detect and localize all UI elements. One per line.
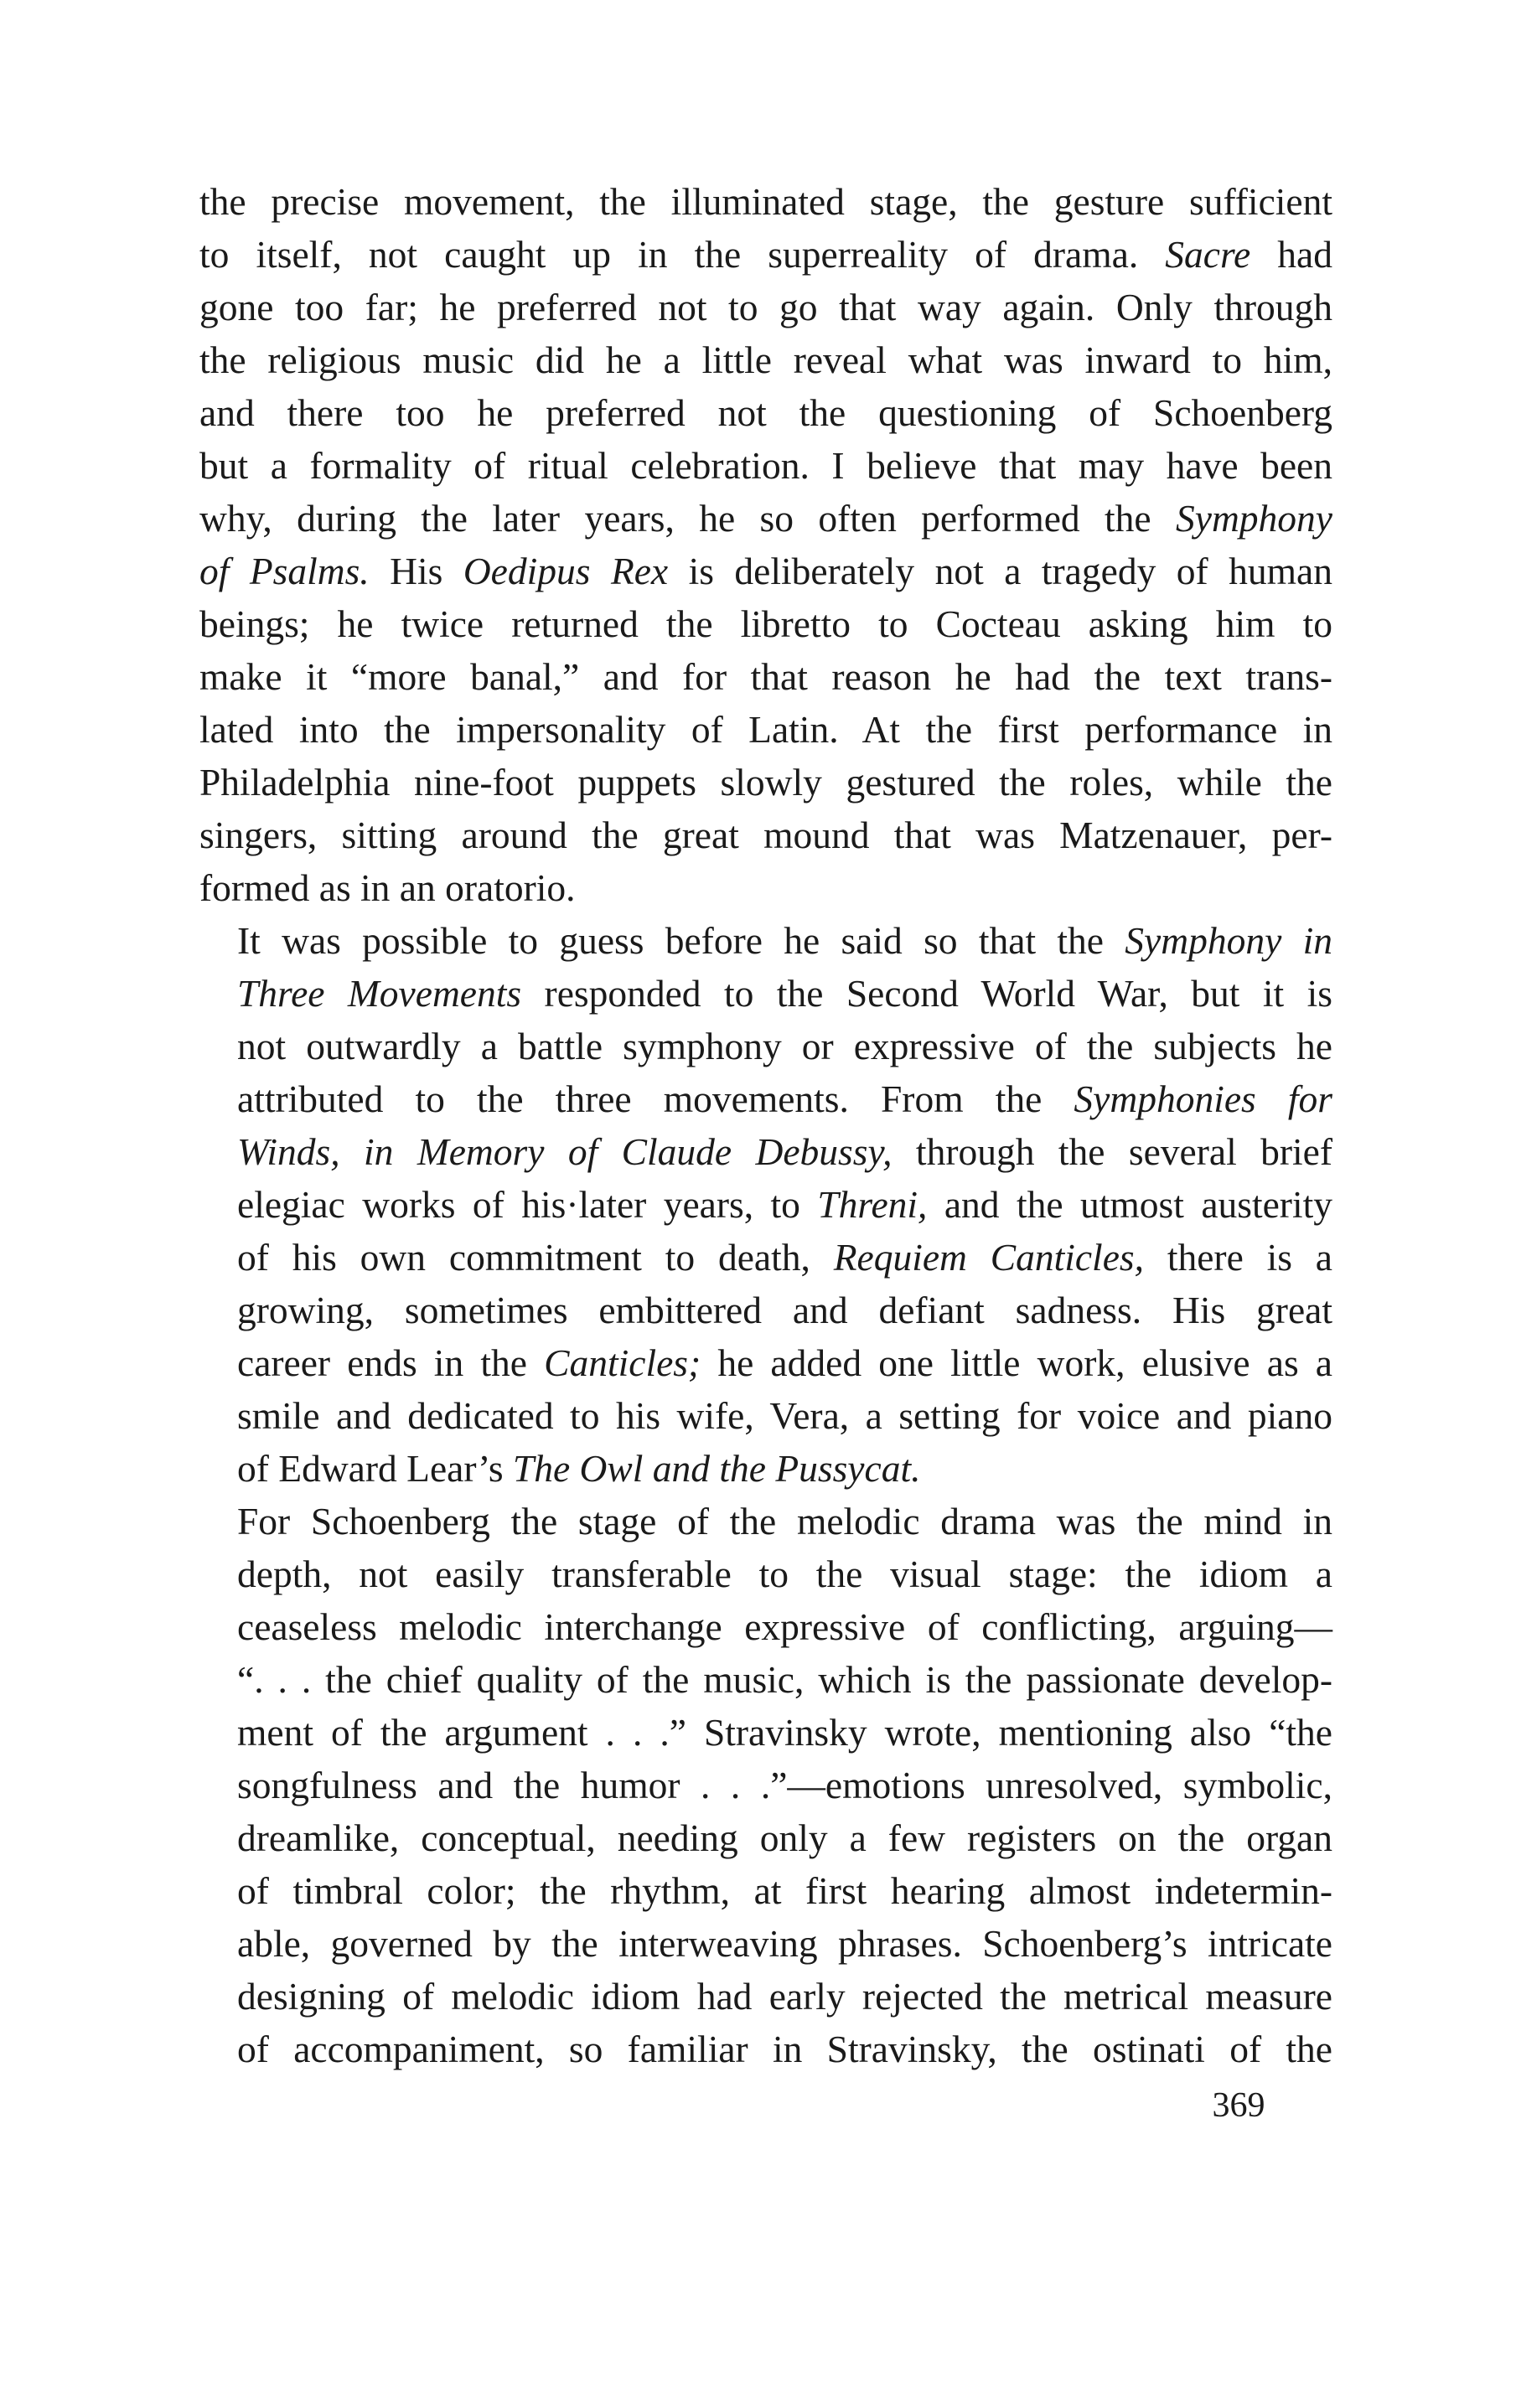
text-line [199, 281, 1332, 333]
text-line [199, 809, 1332, 861]
italic-text: Three Movements [237, 972, 522, 1015]
text-line [199, 1125, 1332, 1178]
text-line [199, 1917, 1332, 1970]
text-run: elegiac works of his·later years, to [237, 1183, 818, 1226]
text-run: His [369, 550, 463, 592]
text-line [199, 650, 1332, 703]
italic-text: Threni, [817, 1183, 928, 1226]
text-run: is deliberately not a tragedy of human [668, 550, 1332, 592]
text-line [199, 1653, 1332, 1706]
text-run: able, governed by the interweaving phrases. Schoenberg’s intricate [237, 1922, 1332, 1965]
text-line [199, 228, 1332, 281]
text-line [199, 914, 1332, 967]
body-text [199, 175, 1332, 2075]
text-run: of timbral color; the rhythm, at first hearing almost indetermin- [237, 1869, 1332, 1912]
text-line [199, 1548, 1332, 1600]
text-run: why, during the later years, he so often performed the [199, 497, 1176, 540]
text-line [199, 1442, 1332, 1495]
text-run: singers, sitting around the great mound that was Matzenauer, per- [199, 814, 1332, 856]
text-line [199, 1336, 1332, 1389]
text-line [199, 492, 1332, 545]
text-run: the precise movement, the illuminated stage, the gesture sufficient [199, 180, 1332, 223]
italic-text: Requiem Canticles, [833, 1236, 1144, 1279]
text-line [199, 439, 1332, 492]
italic-text: Symphony [1176, 497, 1332, 540]
italic-text: Symphonies for [1074, 1077, 1332, 1120]
text-run: ment of the argument . . .” Stravinsky wrote, mentioning also “the [237, 1711, 1332, 1754]
paragraph [199, 175, 1332, 914]
text-line [199, 175, 1332, 228]
text-run: “. . . the chief quality of the music, which is the passionate develop- [237, 1658, 1332, 1701]
text-run: For Schoenberg the stage of the melodic drama was the mind in [237, 1500, 1332, 1542]
text-run: the religious music did he a little reveal what was inward to him, [199, 338, 1332, 381]
text-run: Philadelphia nine-foot puppets slowly gestured the roles, while the [199, 761, 1332, 804]
text-run: there is a [1143, 1236, 1332, 1279]
text-line [199, 967, 1332, 1020]
text-run: dreamlike, conceptual, needing only a few registers on the organ [237, 1816, 1332, 1859]
text-run: to itself, not caught up in the superreality of drama. [199, 233, 1166, 276]
italic-text: The Owl and the Pussycat. [512, 1447, 921, 1490]
text-line [199, 597, 1332, 650]
text-line [199, 1072, 1332, 1125]
text-run: career ends in the [237, 1341, 545, 1384]
text-line [199, 1020, 1332, 1072]
paragraph [199, 1495, 1332, 2075]
text-run: smile and dedicated to his wife, Vera, a setting for voice and piano [237, 1394, 1332, 1437]
italic-text: Canticles; [544, 1341, 701, 1384]
text-line [199, 386, 1332, 439]
text-line [199, 861, 1332, 914]
text-line [199, 545, 1332, 597]
text-line [199, 1389, 1332, 1442]
text-line [199, 1600, 1332, 1653]
text-run: It was possible to guess before he said so that the [237, 919, 1125, 962]
text-line [199, 703, 1332, 756]
italic-text: Winds, in Memory of Claude Debussy, [237, 1130, 893, 1173]
text-run: but a formality of ritual celebration. I believe that may have been [199, 444, 1332, 487]
text-run: lated into the impersonality of Latin. At the first performance in [199, 708, 1332, 751]
text-line [199, 756, 1332, 809]
text-run: make it “more banal,” and for that reason he had the text trans- [199, 655, 1332, 698]
text-line [199, 1495, 1332, 1548]
italic-text: Symphony in [1125, 919, 1332, 962]
text-run: ceaseless melodic interchange expressive of conflicting, arguing— [237, 1605, 1332, 1648]
text-run: of accompaniment, so familiar in Stravinsky, the ostinati of the [237, 2028, 1332, 2070]
text-line [199, 1284, 1332, 1336]
text-line [199, 333, 1332, 386]
page-number: 369 [1212, 2086, 1265, 2125]
text-line [199, 1811, 1332, 1864]
text-line [199, 1864, 1332, 1917]
paragraph [199, 914, 1332, 1495]
text-run: of his own commitment to death, [237, 1236, 834, 1279]
text-run: he added one little work, elusive as a [701, 1341, 1333, 1384]
text-run: and the utmost austerity [927, 1183, 1332, 1226]
text-run: designing of melodic idiom had early rejected the metrical measure [237, 1975, 1332, 2018]
text-line [199, 1178, 1332, 1231]
text-run: responded to the Second World War, but it is [521, 972, 1332, 1015]
text-run: growing, sometimes embittered and defiant sadness. His great [237, 1289, 1332, 1331]
text-run: attributed to the three movements. From the [237, 1077, 1074, 1120]
text-line [199, 1970, 1332, 2023]
text-run: beings; he twice returned the libretto to Cocteau asking him to [199, 602, 1332, 645]
text-run: and there too he preferred not the questioning of Schoenberg [199, 391, 1332, 434]
text-line [199, 2023, 1332, 2075]
text-run: of Edward Lear’s [237, 1447, 513, 1490]
text-run: songfulness and the humor . . .”—emotions unresolved, symbolic, [237, 1764, 1332, 1806]
text-run: had [1250, 233, 1333, 276]
text-run: not outwardly a battle symphony or expressive of the subjects he [237, 1025, 1332, 1067]
text-run: through the several brief [892, 1130, 1333, 1173]
italic-text: of Psalms. [199, 550, 370, 592]
text-run: gone too far; he preferred not to go that way again. Only through [199, 286, 1332, 328]
text-line [199, 1231, 1332, 1284]
text-line [199, 1706, 1332, 1759]
italic-text: Sacre [1165, 233, 1251, 276]
text-run: depth, not easily transferable to the visual stage: the idiom a [237, 1553, 1332, 1595]
italic-text: Oedipus Rex [463, 550, 669, 592]
text-run: formed as in an oratorio. [199, 866, 576, 909]
text-line [199, 1759, 1332, 1811]
